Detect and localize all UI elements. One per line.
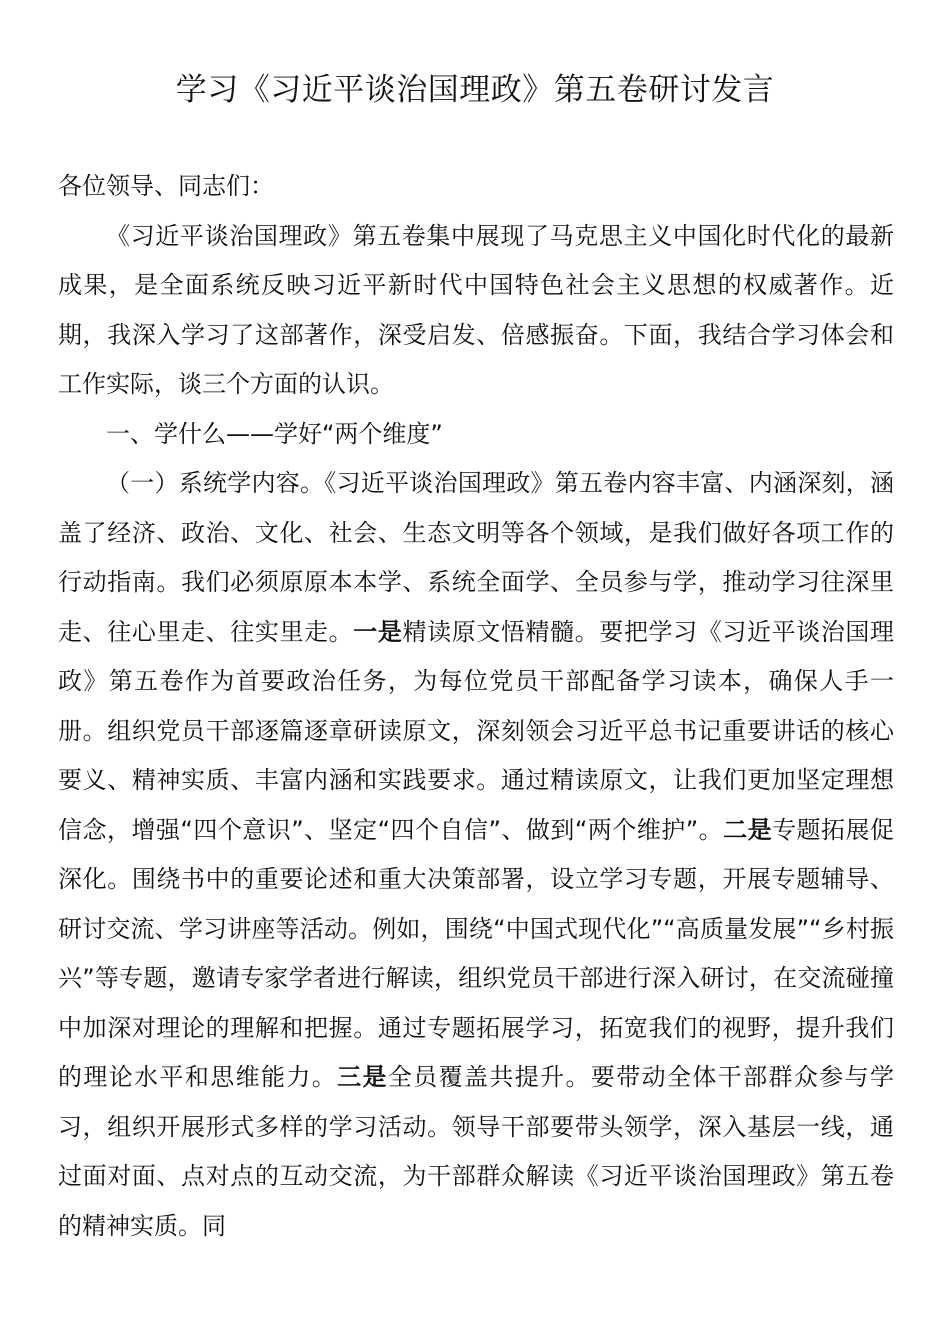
paragraph-text: 精读原文悟精髓。要把学习《习近平谈治国理政》第五卷作为首要政治任务，为每位党员干部配备学习读本，确保人手一册。组织党员干部逐篇逐章研读原文，深刻领会习近平总书记重要讲话的核心要义、精神实质、丰富内涵和实践要求。通过精读原文，让我们更加坚定理想信念，增强“四个意识”、坚定“四个自信”、做到“两个维护”。 [58,617,895,844]
point-label-2: 二是 [723,815,773,844]
point-label-3: 三是 [337,1063,388,1091]
section-heading-1: 一、学什么——学好“两个维度” [106,419,443,448]
document-title: 学习《习近平谈治国理政》第五卷研讨发言 [175,72,775,108]
salutation: 各位领导、同志们： [58,172,274,200]
point-label-1: 一是 [353,617,403,646]
subsection-paragraph-1 [58,459,894,1251]
paragraph-text: 专题拓展促深化。围绕书中的重要论述和重大决策部署，设立学习专题，开展专题辅导、研讨交流、学习讲座等活动。例如，围绕“中国式现代化”“高质量发展”“乡村振兴”等专题，邀请专家学者进行解读，组织党员干部进行深入研讨，在交流碰撞中加深对理论的理解和把握。通过专题拓展学习，拓宽我们的视野，提升我们的理论水平和思维能力。 [58,815,894,1091]
intro-paragraph: 《习近平谈治国理政》第五卷集中展现了马克思主义中国化时代化的最新成果，是全面系统反映习近平新时代中国特色社会主义思想的权威著作。近期，我深入学习了这部著作，深受启发、倍感振奋。下面，我结合学习体会和工作实际，谈三个方面的认识。 [58,221,894,398]
paragraph-text: （一）系统学内容。《习近平谈治国理政》第五卷内容丰富、内涵深刻，涵盖了经济、政治、文化、社会、生态文明等各个领域，是我们做好各项工作的行动指南。我们必须原原本本学、系统全面学、全员参与学，推动学习往深里走、往心里走、往实里走。 [58,469,894,646]
paragraph-text: 全员覆盖共提升。要带动全体干部群众参与学习，组织开展形式多样的学习活动。领导干部要带头领学，深入基层一线，通过面对面、点对点的互动交流，为干部群众解读《习近平谈治国理政》第五卷的精神实质。同 [58,1063,894,1240]
document-body [58,162,894,1251]
